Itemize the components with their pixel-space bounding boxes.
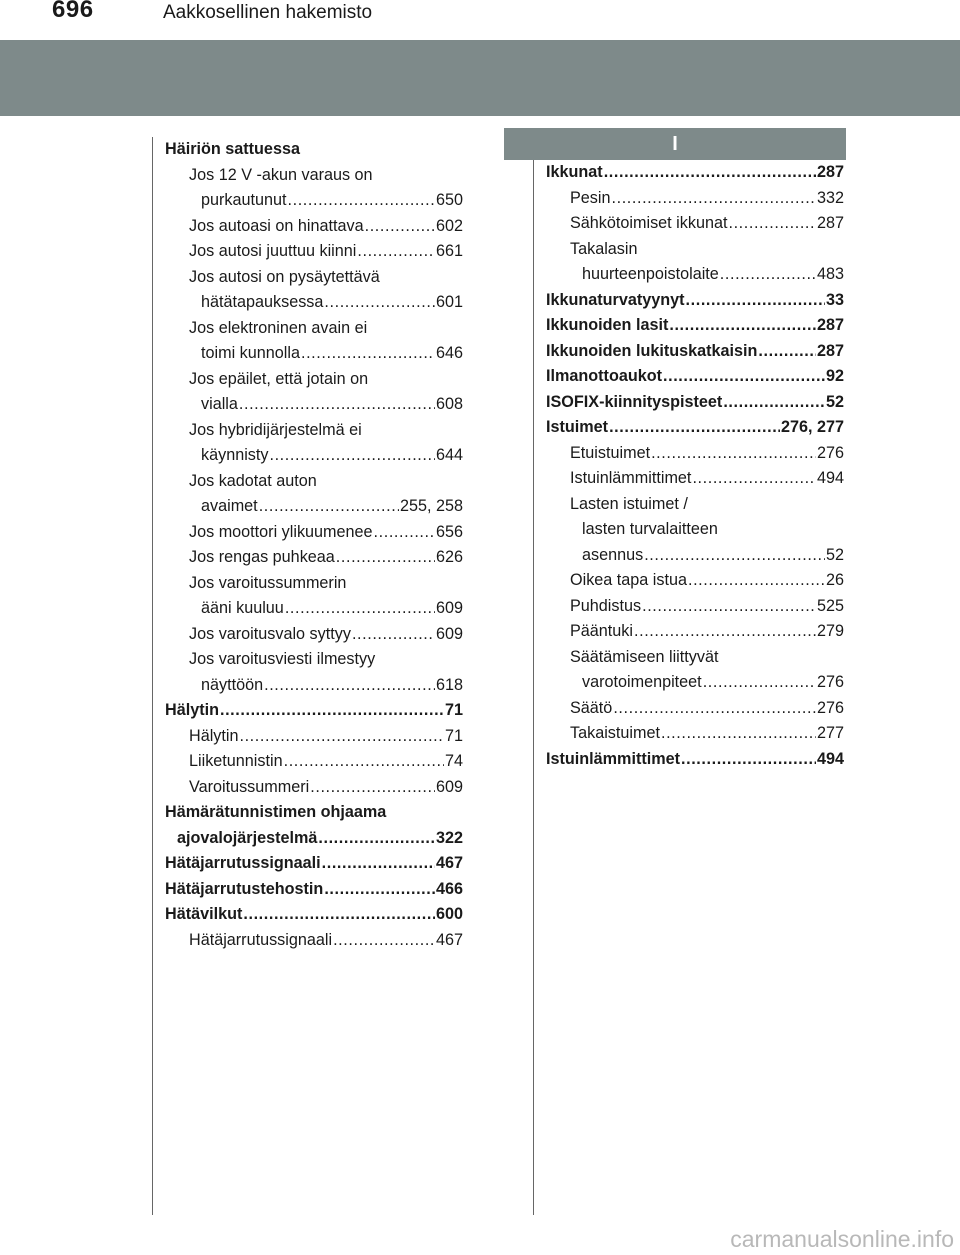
index-entry <box>165 902 463 928</box>
dot-leader <box>318 831 435 851</box>
index-entry <box>546 568 844 594</box>
index-term: Ilmanottoaukot <box>546 367 663 385</box>
page-ref: 276 <box>816 698 844 717</box>
page-ref: 277 <box>816 724 844 742</box>
index-entry <box>546 339 844 365</box>
dot-leader <box>374 525 435 545</box>
dot-leader <box>669 319 816 339</box>
dot-leader <box>259 500 399 520</box>
index-entry <box>546 313 844 339</box>
index-term: Hälytin <box>165 701 219 719</box>
dot-leader <box>357 245 435 265</box>
page-ref: 602 <box>435 216 463 235</box>
index-term: Jos epäilet, että jotain on <box>189 369 369 388</box>
page-ref: 494 <box>816 469 844 487</box>
index-term: Hälytin <box>189 726 239 745</box>
index-entry <box>546 594 844 620</box>
page-ref: 92 <box>825 367 844 385</box>
index-term: Jos elektroninen avain ei <box>189 318 368 337</box>
index-entry <box>165 188 463 214</box>
index-entry <box>165 928 463 954</box>
index-entry <box>546 262 844 288</box>
index-term: varotoimenpiteet <box>582 673 702 691</box>
index-term: Puhdistus <box>570 596 642 615</box>
dot-leader <box>723 395 825 415</box>
page-number: 696 <box>52 0 94 23</box>
page-ref: 33 <box>825 290 844 309</box>
page-ref: 609 <box>435 624 463 643</box>
index-term: vialla <box>201 395 238 413</box>
index-line <box>165 418 463 444</box>
index-entry <box>165 214 463 240</box>
page-ref: 255, 258 <box>399 497 463 515</box>
index-entry <box>165 724 463 750</box>
page-ref: 618 <box>435 675 463 694</box>
index-entry <box>165 443 463 469</box>
index-entry <box>165 239 463 265</box>
index-line <box>165 571 463 597</box>
index-term: Takalasin <box>570 239 638 258</box>
index-term: Jos hybridijärjestelmä ei <box>189 420 362 439</box>
index-entry <box>546 288 844 314</box>
dot-leader <box>324 296 435 316</box>
index-entry <box>546 670 844 696</box>
page-ref: 467 <box>435 854 463 872</box>
index-term: Istuimet <box>546 418 609 436</box>
page-ref: 609 <box>435 599 463 617</box>
page-ref: 322 <box>435 828 463 847</box>
dot-leader <box>365 219 435 239</box>
dot-leader <box>686 293 825 313</box>
index-term: Takaistuimet <box>570 724 660 742</box>
dot-leader <box>336 551 435 571</box>
index-term: Varoitussummeri <box>189 777 310 796</box>
dot-leader <box>269 449 435 469</box>
index-term: huurteenpoistolaite <box>582 265 719 283</box>
page-ref: 52 <box>825 545 844 564</box>
index-term: ääni kuuluu <box>201 599 284 617</box>
index-line <box>165 367 463 393</box>
index-line <box>165 647 463 673</box>
index-line <box>165 265 463 291</box>
page-ref: 466 <box>435 879 463 898</box>
dot-leader <box>239 398 435 418</box>
dot-leader <box>681 752 816 772</box>
index-entry <box>546 721 844 747</box>
page-ref: 483 <box>816 265 844 283</box>
dot-leader <box>661 727 816 747</box>
watermark: carmanualsonline.info <box>730 1226 954 1252</box>
index-term: avaimet <box>201 497 258 515</box>
index-entry <box>546 747 844 773</box>
dot-leader <box>758 344 816 364</box>
index-entry <box>165 673 463 699</box>
index-entry <box>165 826 463 852</box>
dot-leader <box>285 602 435 622</box>
page-ref: 287 <box>816 163 844 181</box>
column-rule-middle <box>533 137 534 1215</box>
index-entry <box>546 186 844 212</box>
index-term: käynnisty <box>201 446 269 464</box>
index-term: hätätapauksessa <box>201 293 324 311</box>
dot-leader <box>642 599 816 619</box>
dot-leader <box>692 472 816 492</box>
index-term: Hätäjarrutussignaali <box>165 854 321 872</box>
index-term: Istuinlämmittimet <box>546 749 681 768</box>
index-entry <box>165 698 463 724</box>
index-entry <box>165 392 463 418</box>
page-ref: 600 <box>435 905 463 923</box>
header-band <box>0 40 960 116</box>
index-term: Jos varoitusviesti ilmestyy <box>189 650 376 668</box>
index-entry <box>165 877 463 903</box>
index-entry <box>165 290 463 316</box>
index-term: Säätämiseen liittyvät <box>570 647 719 666</box>
index-term: asennus <box>582 545 644 564</box>
index-term: Jos rengas puhkeaa <box>189 548 335 566</box>
index-term: Jos 12 V -akun varaus on <box>189 165 373 184</box>
page-ref: 279 <box>816 622 844 640</box>
index-term: Hätäjarrutustehostin <box>165 879 324 898</box>
index-line <box>546 492 844 518</box>
page-ref: 287 <box>816 316 844 334</box>
section-letter-heading: I <box>504 128 846 160</box>
column-rule-left <box>152 137 153 1215</box>
page-ref: 287 <box>816 214 844 232</box>
page-ref: 287 <box>816 341 844 360</box>
index-term: Jos autosi juuttuu kiinni <box>189 242 357 260</box>
dot-leader <box>651 446 816 466</box>
index-term: Jos varoitusvalo syttyy <box>189 624 351 643</box>
index-term: Ikkunat <box>546 163 603 181</box>
index-entry <box>546 466 844 492</box>
index-entry <box>546 415 844 441</box>
index-term: Pesin <box>570 188 611 207</box>
page-ref: 52 <box>825 392 844 411</box>
page-title: Aakkosellinen hakemisto <box>163 2 373 23</box>
index-entry <box>546 441 844 467</box>
page-ref: 609 <box>435 777 463 796</box>
dot-leader <box>634 625 816 645</box>
page-ref: 71 <box>444 701 463 719</box>
dot-leader <box>613 701 816 721</box>
dot-leader <box>310 780 435 800</box>
page-ref: 650 <box>435 191 463 209</box>
page-ref: 26 <box>825 571 844 589</box>
index-entry <box>165 851 463 877</box>
index-term: Häiriön sattuessa <box>165 140 300 158</box>
page-ref: 525 <box>816 596 844 615</box>
page-ref: 74 <box>444 752 463 770</box>
index-term: Hätävilkut <box>165 905 243 923</box>
index-term: Ikkunoiden lukituskatkaisin <box>546 341 758 360</box>
index-term: toimi kunnolla <box>201 344 300 362</box>
index-term: Jos moottori ylikuumenee <box>189 522 373 541</box>
index-entry <box>165 494 463 520</box>
index-line <box>546 645 844 671</box>
dot-leader <box>688 574 825 594</box>
index-column-right <box>546 160 844 772</box>
index-term: Ikkunoiden lasit <box>546 316 669 334</box>
index-term: Ikkunaturvatyynyt <box>546 290 685 309</box>
index-entry <box>546 390 844 416</box>
index-entry <box>546 696 844 722</box>
index-entry <box>165 596 463 622</box>
index-term: Istuinlämmittimet <box>570 469 692 487</box>
index-term: Sähkötoimiset ikkunat <box>570 214 728 232</box>
index-entry <box>165 341 463 367</box>
index-line <box>546 237 844 263</box>
dot-leader <box>301 347 435 367</box>
index-entry <box>165 622 463 648</box>
dot-leader <box>609 421 780 441</box>
dot-leader <box>264 678 435 698</box>
index-entry <box>546 160 844 186</box>
dot-leader <box>612 191 816 211</box>
index-entry <box>546 543 844 569</box>
index-entry <box>165 775 463 801</box>
index-term: Jos autoasi on hinattava <box>189 216 364 235</box>
dot-leader <box>728 217 816 237</box>
index-entry <box>546 364 844 390</box>
index-term: Pääntuki <box>570 622 633 640</box>
page-ref: 661 <box>435 242 463 260</box>
page-ref: 494 <box>816 749 844 768</box>
index-term: lasten turvalaitteen <box>582 520 718 538</box>
index-entry <box>165 749 463 775</box>
index-line <box>546 517 844 543</box>
page-ref: 332 <box>816 188 844 207</box>
page-ref: 276, 277 <box>780 418 844 436</box>
index-line <box>165 163 463 189</box>
index-term: ISOFIX-kiinnityspisteet <box>546 392 723 411</box>
index-term: Hämärätunnistimen ohjaama <box>165 803 387 821</box>
index-line <box>165 137 463 163</box>
page-ref: 608 <box>435 395 463 413</box>
page-ref: 646 <box>435 344 463 362</box>
index-term: Jos kadotat auton <box>189 471 317 490</box>
page-ref: 276 <box>816 443 844 462</box>
dot-leader <box>644 548 825 568</box>
index-term: Jos autosi on pysäytettävä <box>189 267 380 286</box>
dot-leader <box>243 908 435 928</box>
dot-leader <box>322 857 435 877</box>
dot-leader <box>239 729 444 749</box>
dot-leader <box>220 704 444 724</box>
index-entry <box>165 520 463 546</box>
page-ref: 644 <box>435 446 463 464</box>
dot-leader <box>703 676 816 696</box>
index-term: Hätäjarrutussignaali <box>189 930 333 949</box>
page-ref: 467 <box>435 930 463 949</box>
dot-leader <box>720 268 816 288</box>
index-term: näyttöön <box>201 675 264 694</box>
page-ref: 656 <box>435 522 463 541</box>
dot-leader <box>352 627 435 647</box>
page-header <box>0 0 960 30</box>
dot-leader <box>284 755 444 775</box>
index-column-left <box>165 137 463 953</box>
page-ref: 71 <box>444 726 463 745</box>
index-line <box>165 800 463 826</box>
index-term: Jos varoitussummerin <box>189 573 347 592</box>
dot-leader <box>324 882 435 902</box>
index-line <box>165 469 463 495</box>
index-term: Etuistuimet <box>570 443 651 462</box>
page-ref: 276 <box>816 673 844 691</box>
page-ref: 601 <box>435 293 463 311</box>
dot-leader <box>663 370 825 390</box>
index-term: purkautunut <box>201 191 287 209</box>
dot-leader <box>333 933 435 953</box>
index-entry <box>165 545 463 571</box>
page-ref: 626 <box>435 548 463 566</box>
index-term: Liiketunnistin <box>189 752 283 770</box>
index-line <box>165 316 463 342</box>
index-term: Oikea tapa istua <box>570 571 687 589</box>
index-term: Lasten istuimet / <box>570 494 688 513</box>
dot-leader <box>604 166 816 186</box>
index-entry <box>546 619 844 645</box>
dot-leader <box>288 194 435 214</box>
index-term: Säätö <box>570 698 613 717</box>
index-term: ajovalojärjestelmä <box>177 828 318 847</box>
index-entry <box>546 211 844 237</box>
